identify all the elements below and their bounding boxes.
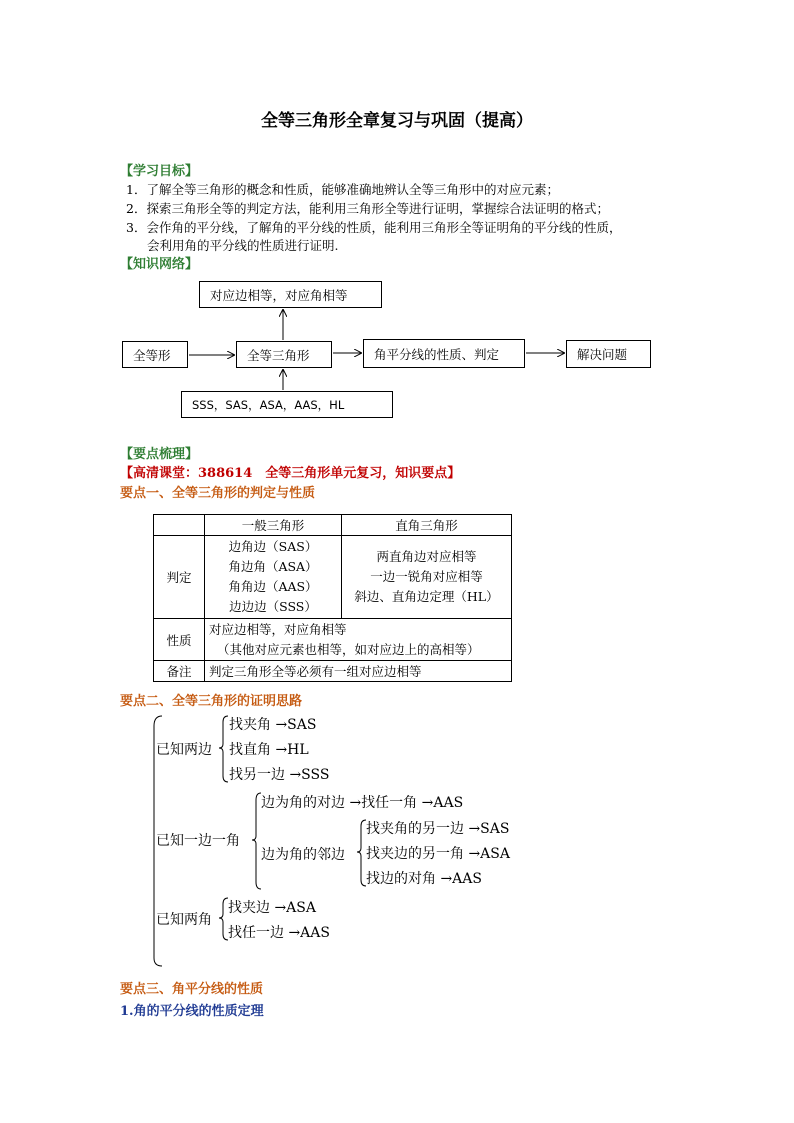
list-item: （其他对应元素也相等，如对应边上的高相等） (217, 641, 480, 657)
list-item: 斜边、直角边定理（HL） (354, 589, 499, 604)
point1-heading: 要点一、全等三角形的判定与性质 (120, 486, 316, 501)
list-item: 边边边（SSS） (229, 599, 317, 614)
tree-item: 找另一边 →SSS (229, 767, 330, 783)
point2-heading: 要点二、全等三角形的证明思路 (120, 694, 303, 709)
network-heading: 【知识网络】 (120, 257, 199, 272)
goals-heading: 【学习目标】 (120, 164, 199, 179)
tree-item: 找夹边的另一角 →ASA (366, 846, 510, 862)
table-judge-general (205, 536, 342, 619)
table-prop (205, 619, 512, 661)
network-box-far-right: 解决问题 (566, 340, 651, 368)
tree-item: 找夹角的另一边 →SAS (366, 821, 510, 837)
tree-opposite: 边为角的对边 →找任一角 →AAS (261, 795, 464, 811)
goal-item: 1．了解全等三角形的概念和性质，能够准确地辨认全等三角形中的对应元素； (126, 182, 559, 197)
tree-adjacent: 边为角的邻边 (261, 847, 345, 863)
tree-item: 找直角 →HL (229, 742, 309, 758)
list-item: 角边角（ASA） (228, 559, 318, 574)
point3-heading: 要点三、角平分线的性质 (120, 982, 264, 997)
tree-two-sides: 已知两边 (156, 742, 212, 758)
list-item: 两直角边对应相等 (376, 549, 477, 564)
tree-item: 找夹边 →ASA (228, 900, 316, 916)
table-corner (154, 515, 205, 536)
table-note: 判定三角形全等必须有一组对应边相等 (205, 661, 512, 682)
table-row-judge: 判定 (154, 536, 205, 619)
goal-item: 3．会作角的平分线，了解角的平分线的性质，能利用三角形全等证明角的平分线的性质， (126, 220, 622, 235)
tree-item: 找夹角 →SAS (229, 717, 317, 733)
list-item: 一边一锐角对应相等 (370, 569, 483, 584)
table-row-note: 备注 (154, 661, 205, 682)
network-box-bottom: SSS，SAS，ASA，AAS，HL (181, 391, 393, 418)
goal-item: 会利用角的平分线的性质进行证明. (147, 238, 339, 253)
table-judge-right (342, 536, 512, 619)
page-title: 全等三角形全章复习与巩固（提高） (261, 111, 533, 131)
class-link: 【高清课堂：388614 全等三角形单元复习，知识要点】 (120, 466, 461, 481)
goal-item: 2．探索三角形全等的判定方法，能利用三角形全等进行证明，掌握综合法证明的格式； (126, 201, 609, 216)
tree-side-angle: 已知一边一角 (156, 833, 240, 849)
point3-subheading: 1.角的平分线的性质定理 (120, 1004, 264, 1019)
tree-item: 找边的对角 →AAS (366, 871, 482, 887)
congruence-table (153, 514, 512, 682)
list-item: 角角边（AAS） (228, 579, 318, 594)
points-heading: 【要点梳理】 (120, 447, 199, 462)
network-box-center: 全等三角形 (236, 341, 332, 368)
network-box-left: 全等形 (122, 341, 188, 368)
table-head-right: 直角三角形 (342, 515, 512, 536)
tree-item: 找任一边 →AAS (228, 925, 330, 941)
table-row-prop: 性质 (154, 619, 205, 661)
tree-two-angles: 已知两角 (156, 912, 212, 928)
network-box-top: 对应边相等，对应角相等 (199, 281, 382, 308)
network-box-right: 角平分线的性质、判定 (363, 339, 525, 368)
list-item: 对应边相等，对应角相等 (209, 621, 347, 637)
list-item: 边角边（SAS） (228, 539, 318, 554)
table-head-general: 一般三角形 (205, 515, 342, 536)
